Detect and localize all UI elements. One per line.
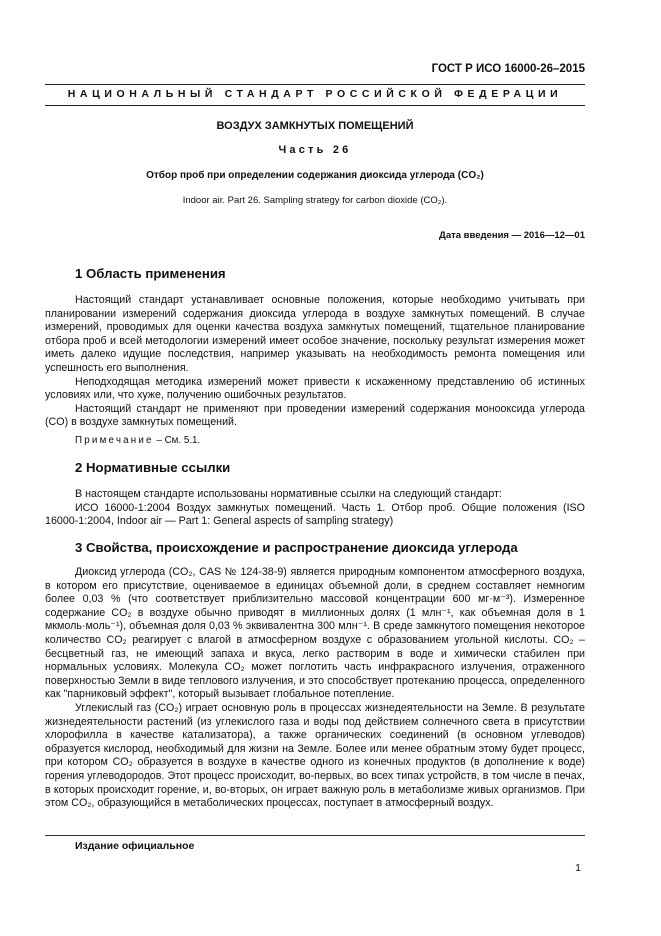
introduction-date: Дата введения — 2016—12—01 xyxy=(439,230,585,241)
section-2-reference: ИСО 16000-1:2004 Воздух замкнутых помещений. Часть 1. Отбор проб. Общие положения (ISO 16000-1:2004, Indoor air — Part 1: General aspects of sampling strategy) xyxy=(45,501,585,528)
section-1-note xyxy=(45,434,585,448)
section-1-paragraph-2: Неподходящая методика измерений может привести к искаженному представлению об истинных условиях или, что хуже, получению ошибочных результатов. xyxy=(45,375,585,402)
footer-rule xyxy=(45,835,585,836)
document-title: ВОЗДУХ ЗАМКНУТЫХ ПОМЕЩЕНИЙ xyxy=(216,120,414,132)
official-edition-label: Издание официальное xyxy=(75,840,195,852)
section-1-paragraph-1: Настоящий стандарт устанавливает основные положения, которые необходимо учитывать при планировании измерений содержания диоксида углерода в воздухе замкнутых помещений. В случае измерений, проводимых для оценки качества воздуха замкнутых помещений, тщательное планирование отбора проб и всей методологии измерений имеет особое значение, поскольку результат измерения может иметь далеко идущие последствия, например указывать на необходимость ремонта помещения или успешность его выполнения. xyxy=(45,294,585,374)
section-1-heading: 1 Область применения xyxy=(75,266,226,281)
section-3-paragraph-2: Углекислый газ (CO₂) играет основную роль в процессах жизнедеятельности на Земле. В результате жизнедеятельности растений (из углекислого газа и воды под действием солнечного света в присутствии хлорофилла в качестве катализатора), а также органических соединений (в основном углеводов) образуется кислород, необходимый для жизни на Земле. Более или менее обратным этому будет процесс, при котором CO₂ образуется в воздухе в качестве одного из конечных продуктов (в дополнение к воде) горения углеводородов. Этот процесс происходит, во-первых, во всех типах устройств, в том числе в печах, в которых происходит горение, и, во-вторых, он играет важную роль в метаболизме живых организмов. При этом CO₂, образующийся в метаболических процессах, поступает в атмосферный воздух. xyxy=(45,701,585,810)
section-2-paragraph-1: В настоящем стандарте использованы нормативные ссылки на следующий стандарт: xyxy=(75,488,502,500)
section-2-heading: 2 Нормативные ссылки xyxy=(75,460,231,475)
section-1-paragraph-3: Настоящий стандарт не применяют при проведении измерений содержания монооксида углерода (CO) в воздухе замкнутых помещений. xyxy=(45,402,585,429)
header-top-rule xyxy=(45,84,585,85)
section-1-body xyxy=(45,294,585,430)
note-text: – См. 5.1. xyxy=(153,435,201,446)
page-number: 1 xyxy=(575,862,581,874)
standard-title: НАЦИОНАЛЬНЫЙ СТАНДАРТ РОССИЙСКОЙ ФЕДЕРАЦИИ xyxy=(67,88,563,100)
section-3-heading: 3 Свойства, происхождение и распространение диоксида углерода xyxy=(75,540,518,555)
document-code: ГОСТ Р ИСО 16000-26–2015 xyxy=(431,63,585,75)
section-3-paragraph-1: Диоксид углерода (CO₂, CAS № 124-38-9) является природным компонентом атмосферного воздуха, в котором его присутствие, оцениваемое в единицах объемной доли, в среднем составляет немногим более 0,03 % (что соответствует приблизительно массовой концентрации 600 мг·м⁻³). Измеренное содержание CO₂ в воздухе обычно приводят в миллионных долях (1 млн⁻¹, как объемная доля в 1 мкмоль·моль⁻¹), объемная доля 0,03 % эквивалентна 300 млн⁻¹. В среде замкнутого помещения некоторое количество CO₂ реагирует с влагой в атмосферном воздухе с образованием угольной кислоты. CO₂ – бесцветный газ, не имеющий запаха и вкуса, легко растворим в воде и химически стабилен при нормальных условиях. Молекула CO₂ может поглотить часть инфракрасного излучения, отраженного поверхностью Земли в виде теплового излучения, и это способствует протеканию процесса, определенного как "парниковый эффект", который вызывает глобальное потепление. xyxy=(45,566,585,701)
section-3-body xyxy=(45,566,585,811)
header-bottom-rule xyxy=(45,105,585,106)
document-subtitle: Отбор проб при определении содержания диоксида углерода (CO₂) xyxy=(146,170,484,181)
english-title: Indoor air. Part 26. Sampling strategy for carbon dioxide (CO₂). xyxy=(182,195,448,206)
note-label: Примечание xyxy=(75,435,154,446)
section-2-body xyxy=(45,488,585,529)
part-label: Часть 26 xyxy=(278,144,352,156)
